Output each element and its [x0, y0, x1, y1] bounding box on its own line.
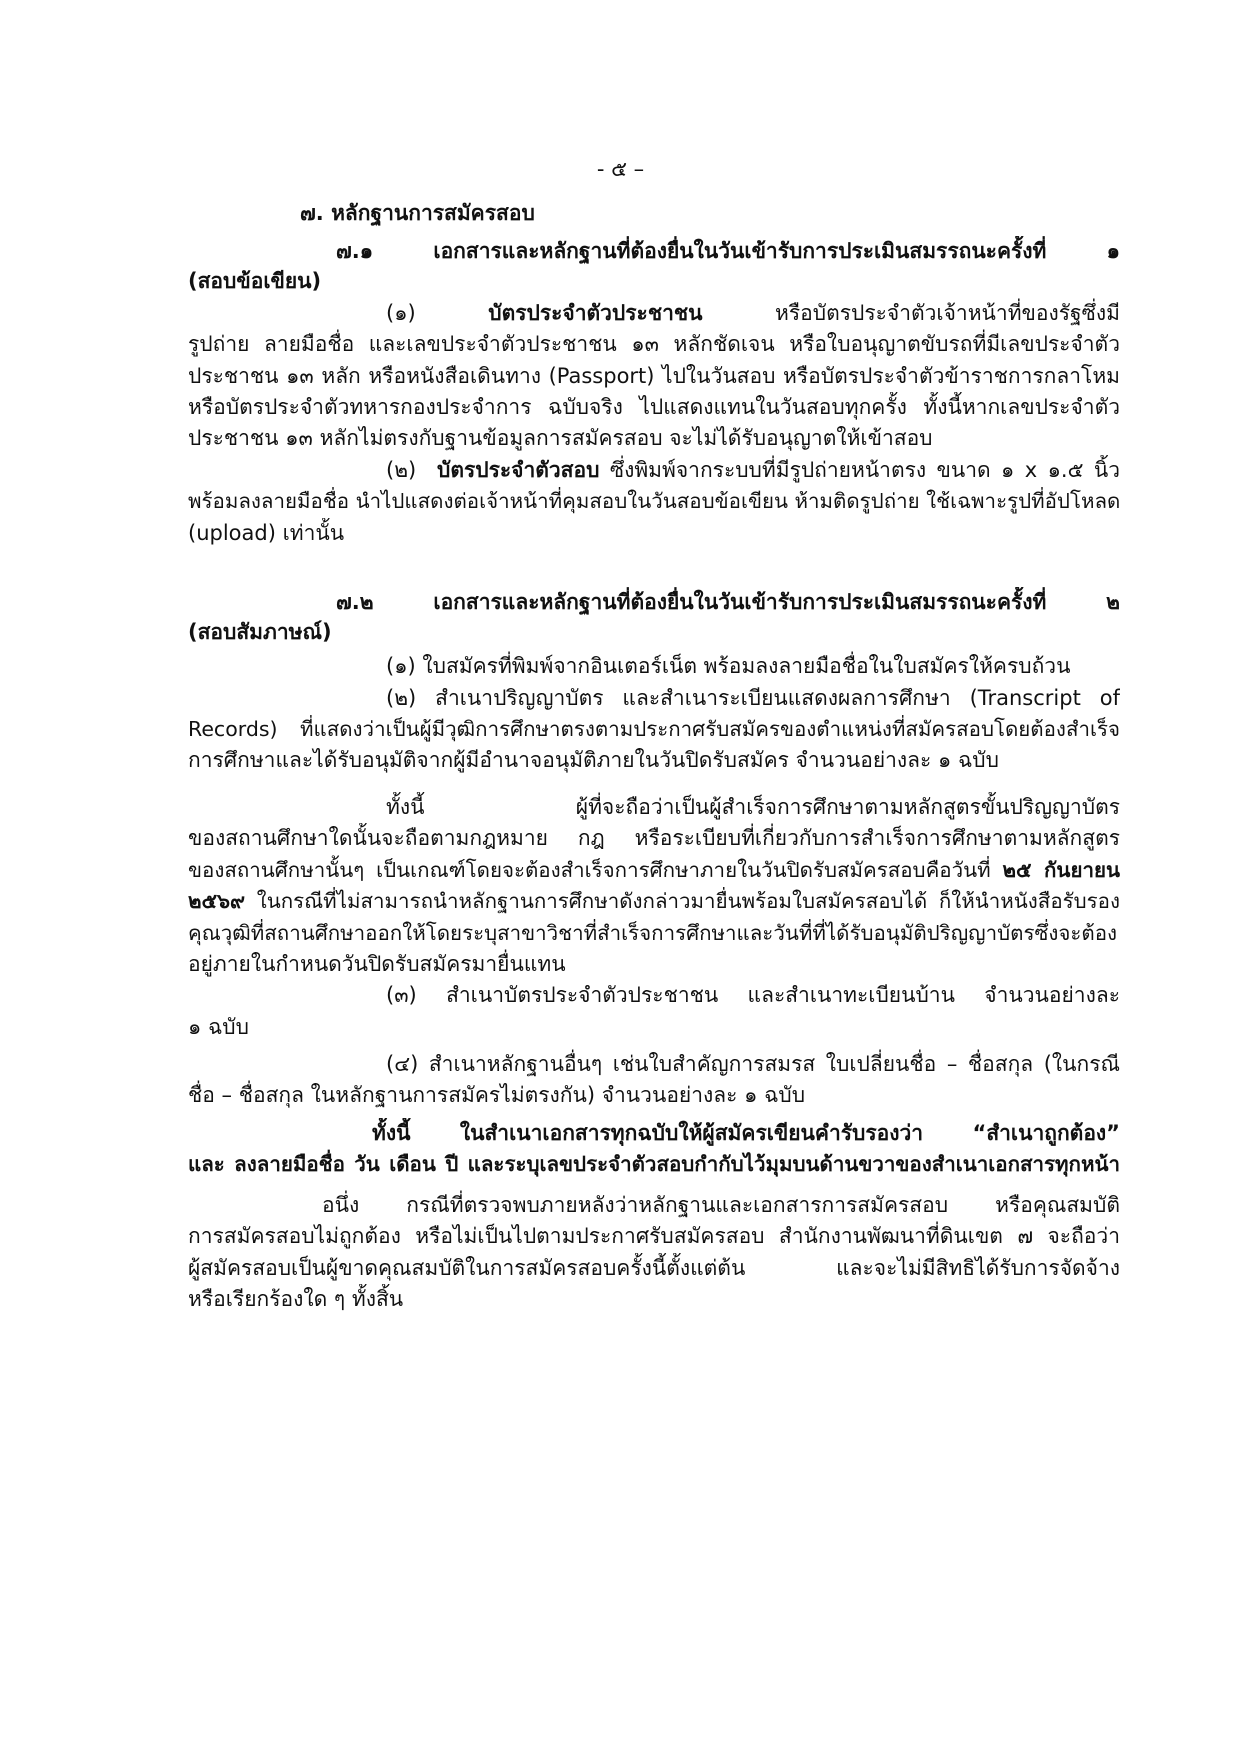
- s72-note-line6: อยู่ภายในกำหนดวันปิดรับสมัครมายื่นแทน: [188, 952, 566, 976]
- s72-item3-line1: (๓) สำเนาบัตรประจำตัวประชาชน และสำเนาทะเบียนบ้าน จำนวนอย่างละ: [386, 983, 1120, 1007]
- s71-item1-title: บัตรประจำตัวประชาชน: [488, 301, 703, 325]
- s71-item2-text: ซึ่งพิมพ์จากระบบที่มีรูปถ่ายหน้าตรง ขนาด ๑ x ๑.๕ นิ้ว: [609, 458, 1120, 482]
- s71-item1-line5: ประชาชน ๑๓ หลักไม่ตรงกับฐานข้อมูลการสมัครสอบ จะไม่ได้รับอนุญาตให้เข้าสอบ: [188, 426, 933, 450]
- s72-item4-line1: (๔) สำเนาหลักฐานอื่นๆ เช่นใบสำคัญการสมรส ใบเปลี่ยนชื่อ – ชื่อสกุล (ในกรณี: [386, 1052, 1120, 1076]
- section-7-1-subheading: (สอบข้อเขียน): [188, 269, 322, 293]
- s72-note-line3: [188, 855, 1120, 885]
- s71-item1-text: หรือบัตรประจำตัวเจ้าหน้าที่ของรัฐซึ่งมี: [775, 301, 1120, 325]
- s71-item2-number: (๒): [386, 458, 417, 482]
- closing-line4: หรือเรียกร้องใด ๆ ทั้งสิ้น: [188, 1287, 404, 1311]
- s72-note-line2: ของสถานศึกษาใดนั้นจะถือตามกฎหมาย กฎ หรือระเบียบที่เกี่ยวกับการสำเร็จการศึกษาตามหลักสูตร: [188, 826, 1120, 850]
- s72-note-line1: ทั้งนี้ ผู้ที่จะถือว่าเป็นผู้สำเร็จการศึกษาตามหลักสูตรขั้นปริญญาบัตร: [386, 795, 1120, 819]
- s71-item2-line2: พร้อมลงลายมือชื่อ นำไปแสดงต่อเจ้าหน้าที่คุมสอบในวันสอบข้อเขียน ห้ามติดรูปถ่าย ใช้เฉพาะรูปที่อัปโหลด: [188, 489, 1120, 513]
- s71-item1-line2: รูปถ่าย ลายมือชื่อ และเลขประจำตัวประชาชน ๑๓ หลักชัดเจน หรือใบอนุญาตขับรถที่มีเลขประจำตัว: [188, 332, 1120, 356]
- certify-line1: ทั้งนี้ ในสำเนาเอกสารทุกฉบับให้ผู้สมัครเขียนคำรับรองว่า “สำเนาถูกต้อง”: [372, 1121, 1120, 1145]
- s72-note-line3-text: ของสถานศึกษานั้นๆ เป็นเกณฑ์โดยจะต้องสำเร็จการศึกษาภายในวันปิดรับสมัครสอบคือวันที่: [188, 858, 991, 882]
- s71-item1-line1: [386, 298, 1120, 328]
- closing-line3: ผู้สมัครสอบเป็นผู้ขาดคุณสมบัติในการสมัครสอบครั้งนี้ตั้งแต่ต้น และจะไม่มีสิทธิได้รับการจัดจ้าง: [188, 1256, 1120, 1280]
- section-7-1-heading: ๗.๑ เอกสารและหลักฐานที่ต้องยื่นในวันเข้ารับการประเมินสมรรถนะครั้งที่ ๑: [336, 239, 1120, 263]
- certify-line2: และ ลงลายมือชื่อ วัน เดือน ปี และระบุเลขประจำตัวสอบกำกับไว้มุมบนด้านขวาของสำเนาเอกสารทุกหน้า: [188, 1152, 1120, 1176]
- s72-item3-line2: ๑ ฉบับ: [188, 1015, 249, 1039]
- closing-year-bold: ๒๕๖๙: [188, 889, 246, 913]
- s71-item1-number: (๑): [386, 301, 416, 325]
- s71-item2-title: บัตรประจำตัวสอบ: [437, 458, 600, 482]
- closing-date-bold: ๒๕ กันยายน: [1002, 858, 1120, 882]
- section-7-heading: ๗. หลักฐานการสมัครสอบ: [300, 201, 535, 225]
- s72-item2-line2: Records) ที่แสดงว่าเป็นผู้มีวุฒิการศึกษาตรงตามประกาศรับสมัครของตำแหน่งที่สมัครสอบโดยต้องสำเร็จ: [188, 717, 1120, 741]
- s72-item1: (๑) ใบสมัครที่พิมพ์จากอินเตอร์เน็ต พร้อมลงลายมือชื่อในใบสมัครให้ครบถ้วน: [386, 654, 1071, 678]
- s72-item2-line1: (๒) สำเนาปริญญาบัตร และสำเนาระเบียนแสดงผลการศึกษา (Transcript of: [386, 686, 1120, 710]
- s72-note-line4: [188, 886, 1120, 916]
- s72-item2-line3: การศึกษาและได้รับอนุมัติจากผู้มีอำนาจอนุมัติภายในวันปิดรับสมัคร จำนวนอย่างละ ๑ ฉบับ: [188, 748, 999, 772]
- page-number: - ๕ –: [596, 157, 645, 181]
- closing-line1: อนึ่ง กรณีที่ตรวจพบภายหลังว่าหลักฐานและเอกสารการสมัครสอบ หรือคุณสมบัติ: [322, 1193, 1120, 1217]
- section-7-2-subheading: (สอบสัมภาษณ์): [188, 620, 332, 644]
- s71-item1-line3: ประชาชน ๑๓ หลัก หรือหนังสือเดินทาง (Passport) ไปในวันสอบ หรือบัตรประจำตัวข้าราชการกลาโหม: [188, 364, 1120, 388]
- closing-line2: การสมัครสอบไม่ถูกต้อง หรือไม่เป็นไปตามประกาศรับสมัครสอบ สำนักงานพัฒนาที่ดินเขต ๗ จะถือว่า: [188, 1224, 1120, 1248]
- s72-note-line5: คุณวุฒิที่สถานศึกษาออกให้โดยระบุสาขาวิชาที่สำเร็จการศึกษาและวันที่ที่ได้รับอนุมัติปริญญาบัตรซึ่งจะต้อง: [188, 921, 1118, 945]
- s71-item1-line4: หรือบัตรประจำตัวทหารกองประจำการ ฉบับจริง ไปแสดงแทนในวันสอบทุกครั้ง ทั้งนี้หากเลขประจำตัว: [188, 395, 1120, 419]
- s71-item2-line1: [386, 455, 1120, 485]
- s72-item4-line2: ชื่อ – ชื่อสกุล ในหลักฐานการสมัครไม่ตรงกัน) จำนวนอย่างละ ๑ ฉบับ: [188, 1083, 806, 1107]
- s72-note-line4-text: ในกรณีที่ไม่สามารถนำหลักฐานการศึกษาดังกล่าวมายื่นพร้อมใบสมัครสอบได้ ก็ให้นำหนังสือรับรอง: [256, 889, 1120, 913]
- s71-item2-line3: (upload) เท่านั้น: [188, 521, 345, 545]
- section-7-2-heading: ๗.๒ เอกสารและหลักฐานที่ต้องยื่นในวันเข้ารับการประเมินสมรรถนะครั้งที่ ๒: [336, 590, 1120, 614]
